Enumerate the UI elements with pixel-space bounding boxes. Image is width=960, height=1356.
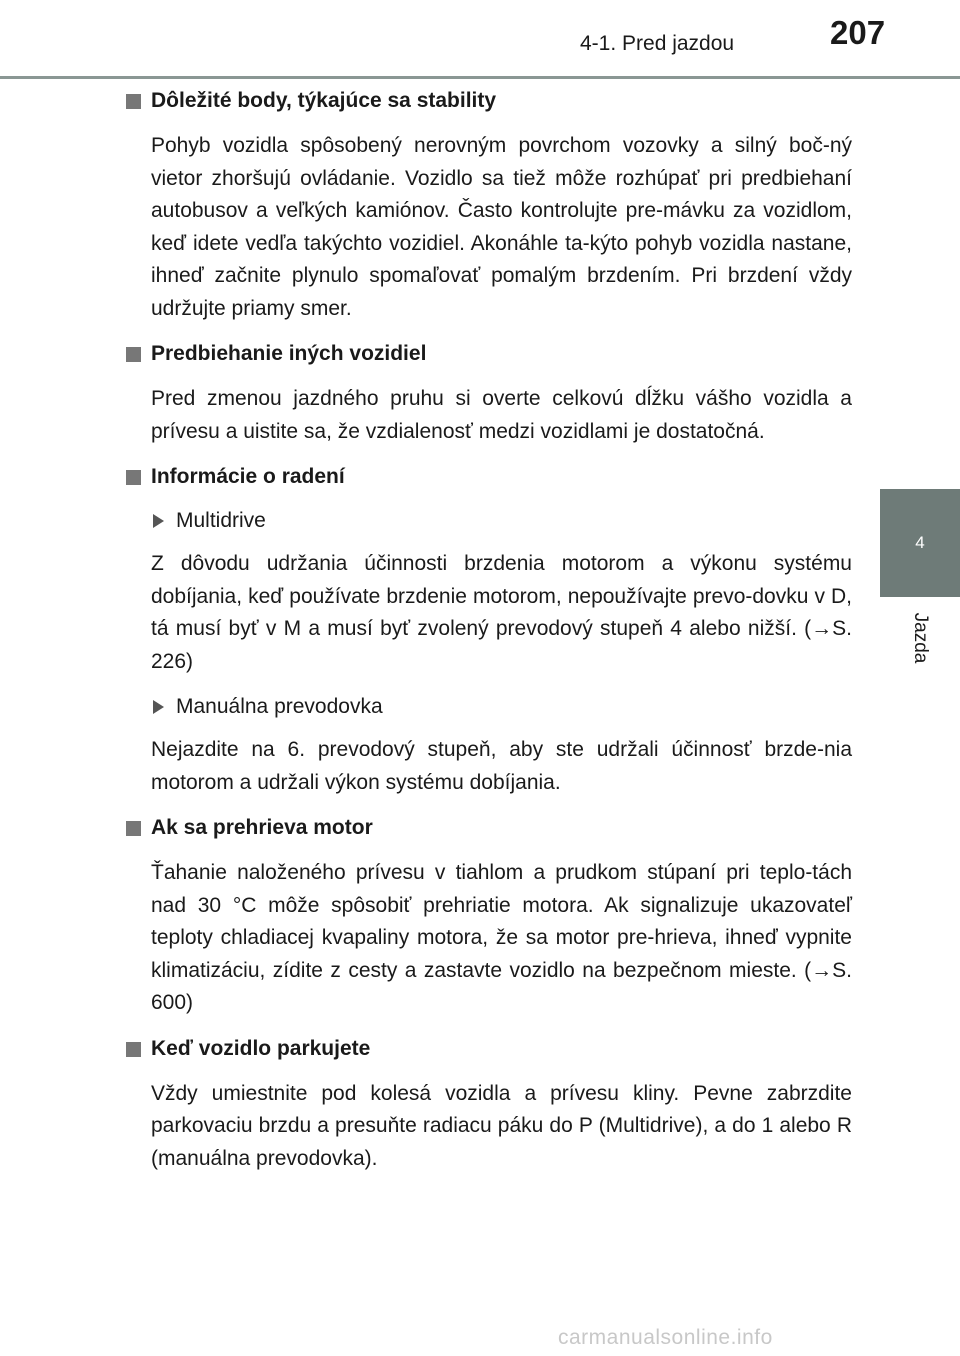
section-heading xyxy=(126,462,852,492)
section-stability xyxy=(126,86,852,325)
section-heading-text: Informácie o radení xyxy=(151,465,345,488)
section-heading xyxy=(126,813,852,843)
side-bar xyxy=(880,79,960,489)
section-heading-text: Ak sa prehrieva motor xyxy=(151,816,373,839)
header-rule xyxy=(0,76,960,79)
subsection-heading-multidrive xyxy=(151,506,852,536)
section-parking xyxy=(126,1034,852,1176)
square-bullet-icon xyxy=(126,347,141,362)
section-paragraph: Nejazdite na 6. prevodový stupeň, aby ste udržali účinnosť brzde-nia motorom a udržali výkon systému dobíjania. xyxy=(151,738,852,794)
section-shifting xyxy=(126,462,852,799)
watermark: carmanualsonline.info xyxy=(558,1326,773,1349)
subsection-heading-manual xyxy=(151,692,852,722)
section-overtaking xyxy=(126,339,852,448)
chapter-tab[interactable] xyxy=(880,489,960,597)
triangle-bullet-icon xyxy=(153,514,164,528)
section-paragraph: Ťahanie naloženého prívesu v tiahlom a prudkom stúpaní pri teplo-tách nad 30 °C môže spôsobiť prehriatie motora. Ak signalizuje ukazovateľ teploty chladiacej kvapaliny motora, že sa motor pre-hrieva, ihneď vypnite klimatizáciu, zídite z cesty a zastavte vozidlo na bezpečnom mieste. (→S. 600) xyxy=(151,861,852,1014)
page-content xyxy=(126,86,852,1189)
square-bullet-icon xyxy=(126,821,141,836)
chapter-label: Jazda xyxy=(910,612,931,664)
page-number: 207 xyxy=(830,14,886,51)
subsection-label: Manuálna prevodovka xyxy=(176,695,383,718)
square-bullet-icon xyxy=(126,94,141,109)
section-heading xyxy=(126,339,852,369)
square-bullet-icon xyxy=(126,1042,141,1057)
section-heading-text: Predbiehanie iných vozidiel xyxy=(151,342,427,365)
section-heading-text: Keď vozidlo parkujete xyxy=(151,1036,371,1060)
section-heading-text: Dôležité body, týkajúce sa stability xyxy=(151,89,497,112)
triangle-bullet-icon xyxy=(153,700,164,714)
section-paragraph: Pred zmenou jazdného pruhu si overte celkovú dĺžku vášho vozidla a prívesu a uistite sa, že vzdialenosť medzi vozidlami je dostatočná. xyxy=(151,387,852,443)
square-bullet-icon xyxy=(126,470,141,485)
subsection-label: Multidrive xyxy=(176,509,266,532)
chapter-label-box xyxy=(880,597,960,679)
header-section-title: 4-1. Pred jazdou xyxy=(580,32,735,55)
section-paragraph: Pohyb vozidla spôsobený nerovným povrchom vozovky a silný boč-ný vietor zhoršujú ovládanie. Vozidlo sa tiež môže rozhúpať pri predbiehaní autobusov a veľkých kamiónov. Často kontrolujte pre-mávku za vozidlom, keď idete vedľa takýchto vozidiel. Akonáhle ta-kýto pohyb vozidla nastane, ihneď začnite plynulo spomaľovať pomalým brzdením. Pri brzdení vždy udržujte priamy smer. xyxy=(151,134,852,320)
section-heading xyxy=(126,1034,852,1064)
section-heading xyxy=(126,86,852,116)
section-paragraph: Vždy umiestnite pod kolesá vozidla a prívesu kliny. Pevne zabrzdite parkovaciu brzdu a presuňte radiacu páku do P (Multidrive), a do 1 alebo R (manuálna prevodovka). xyxy=(151,1081,852,1170)
chapter-number: 4 xyxy=(915,533,925,552)
section-overheating xyxy=(126,813,852,1020)
section-paragraph: Z dôvodu udržania účinnosti brzdenia motorom a výkonu systému dobíjania, keď používate brzdenie motorom, nepoužívajte prevo-dovku v D, tá musí byť v M a musí byť zvolený prevodový stupeň 4 alebo nižší. (→S. 226) xyxy=(151,552,852,673)
